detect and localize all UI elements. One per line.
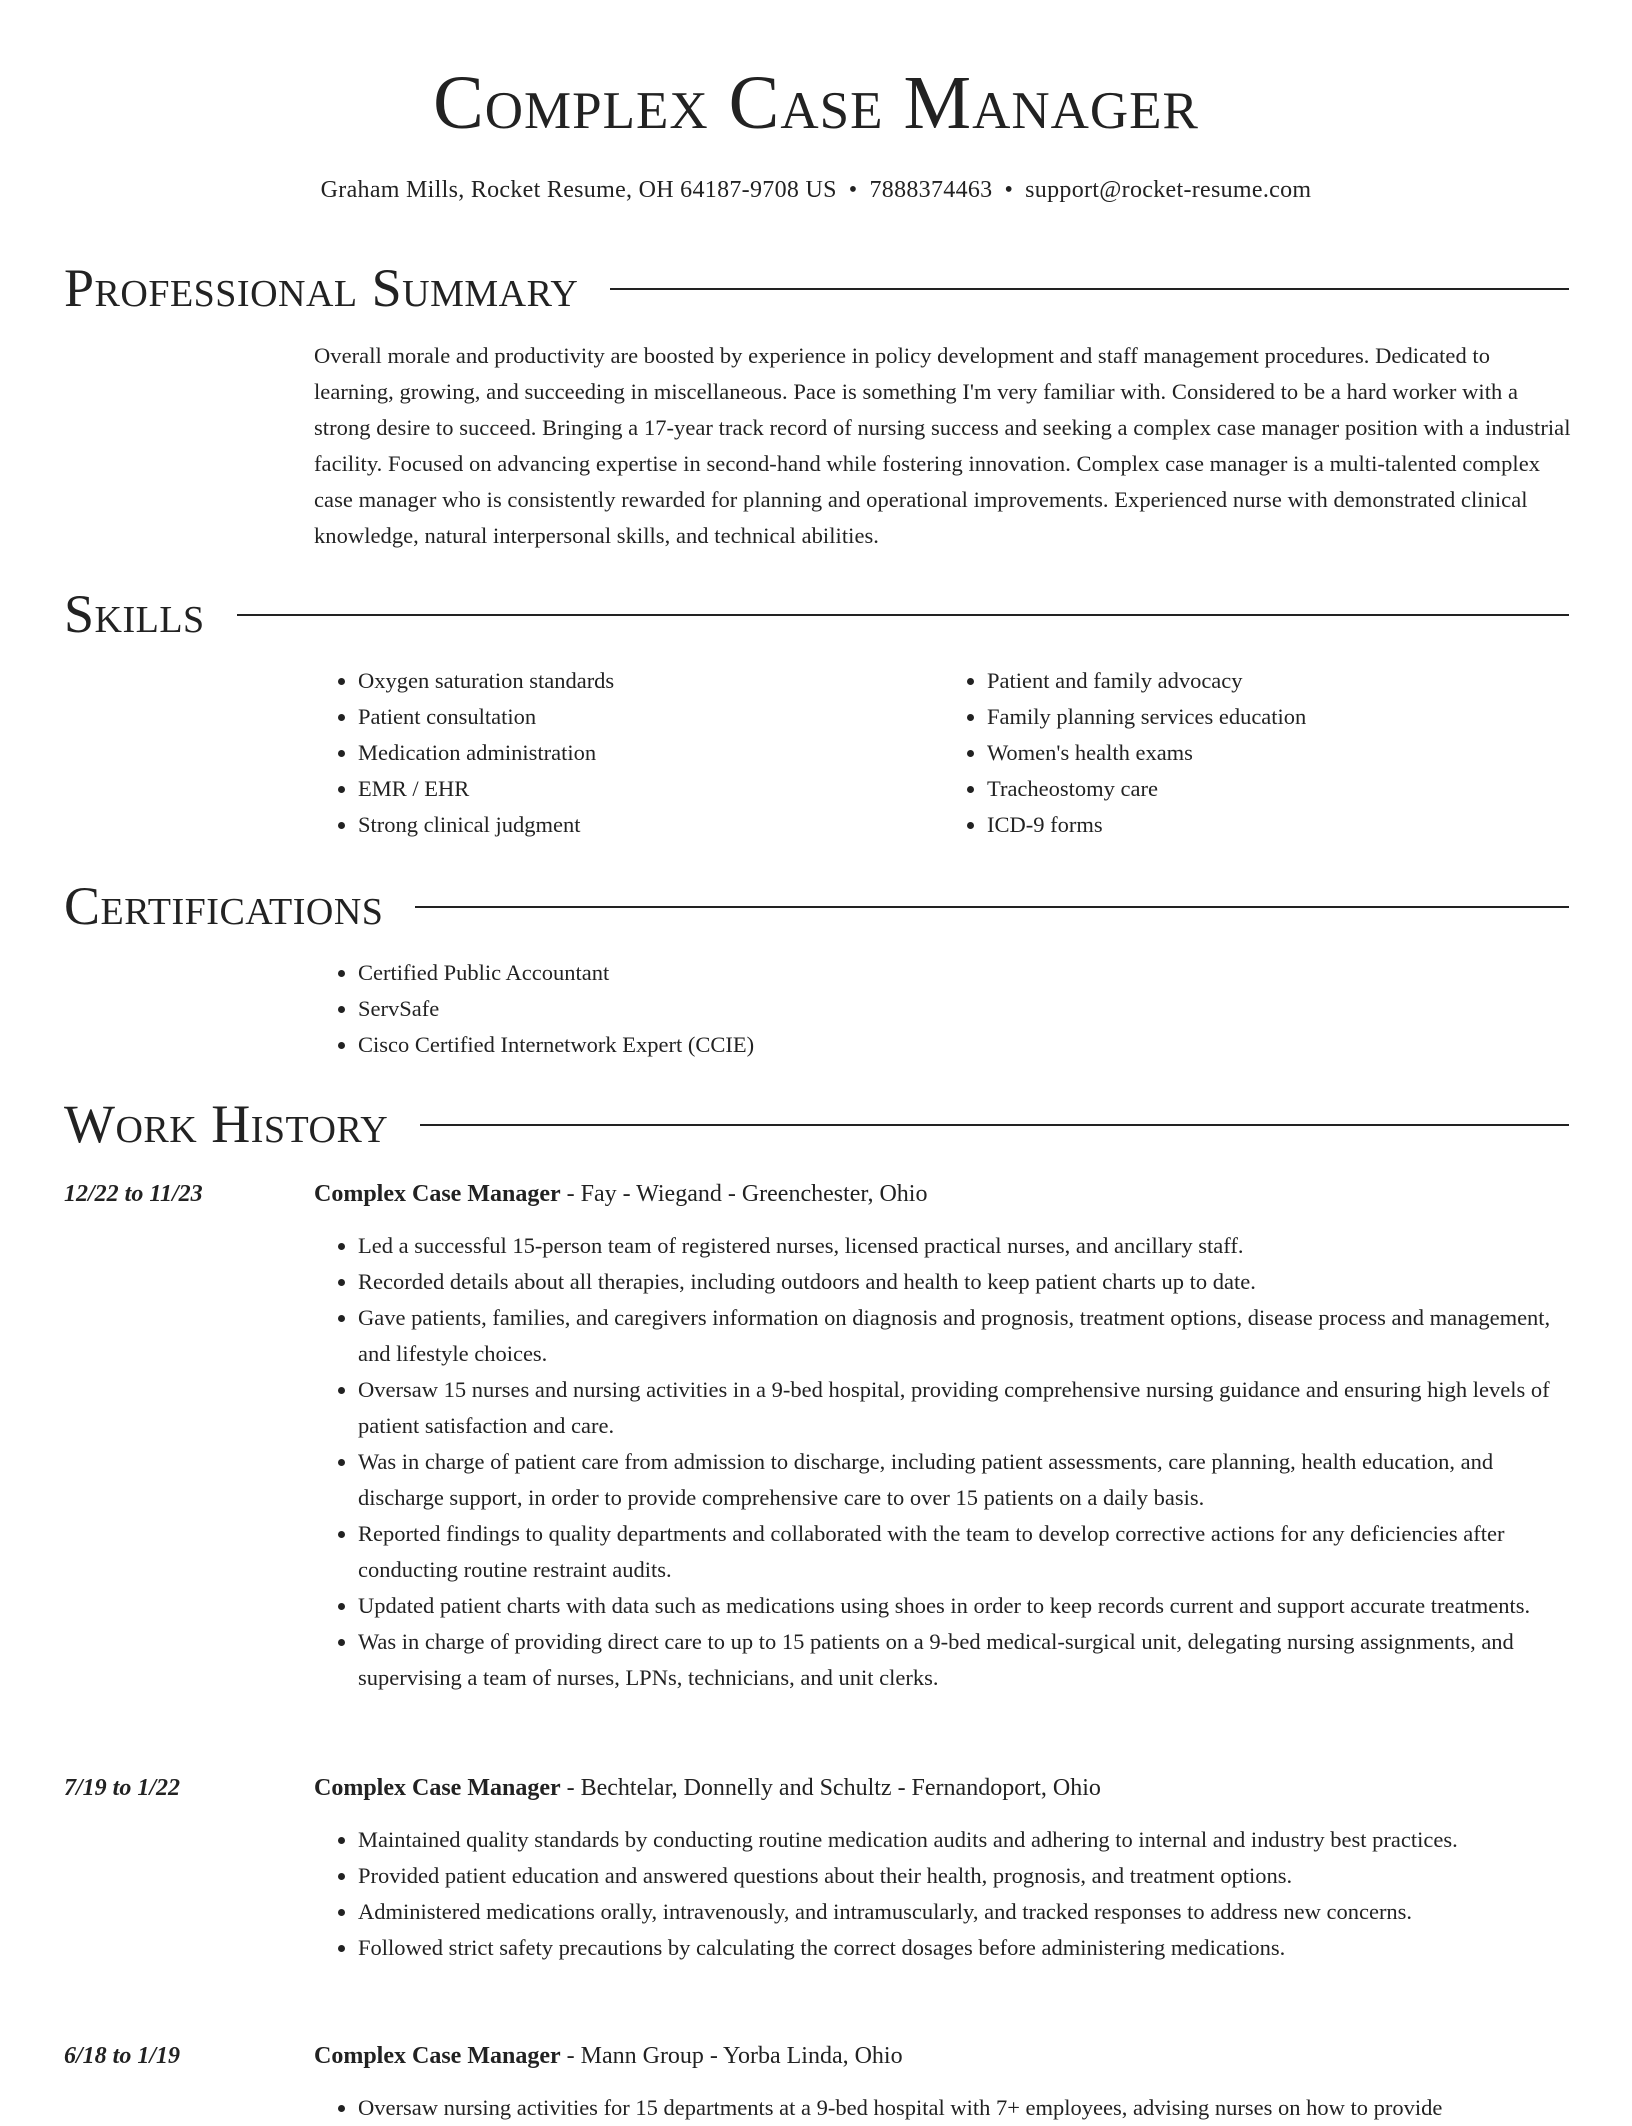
skill-item: • ICD-9 forms [987, 807, 1572, 843]
certifications-block [314, 955, 1572, 1063]
job-bullet: • Oversaw 15 nurses and nursing activities in a 9-bed hospital, providing comprehensive nursing guidance and ensuring high levels of patient satisfaction and care. [358, 1372, 1572, 1444]
job-title: Complex Case Manager [314, 2043, 561, 2069]
skill-item: • Oxygen saturation standards [358, 663, 943, 699]
summary-section-header [64, 256, 1569, 320]
contact-phone: 7888374463 [869, 177, 993, 203]
job-title: Complex Case Manager [314, 1775, 561, 1801]
skill-item: • Women's health exams [987, 735, 1572, 771]
job-title-line [314, 1176, 1572, 1212]
job-company: - Bechtelar, Donnelly and Schultz - Fernandoport, Ohio [560, 1775, 1101, 1801]
contact-separator: • [1004, 177, 1014, 203]
skill-item: • Patient and family advocacy [987, 663, 1572, 699]
job-bullet: • Led a successful 15-person team of registered nurses, licensed practical nurses, and ancillary staff. [358, 1228, 1572, 1264]
summary-heading: Professional Summary [64, 258, 579, 318]
job-bullet: • Recorded details about all therapies, including outdoors and health to keep patient charts up to date. [358, 1264, 1572, 1300]
certification-item: • Certified Public Accountant [358, 955, 1572, 991]
job-dates: 12/22 to 11/23 [64, 1181, 203, 1207]
job-title: Complex Case Manager [314, 1181, 561, 1207]
certification-item: • Cisco Certified Internetwork Expert (CCIE) [358, 1027, 1572, 1063]
job-bullet: • Was in charge of providing direct care to up to 15 patients on a 9-bed medical-surgical unit, delegating nursing assignments, and supervising a team of nurses, LPNs, technicians, and unit clerks. [358, 1624, 1572, 1696]
work-history-heading: Work History [64, 1094, 389, 1154]
job-company: - Mann Group - Yorba Linda, Ohio [560, 2043, 903, 2069]
contact-separator: • [848, 177, 858, 203]
job-bullet: • Followed strict safety precautions by calculating the correct dosages before administering medications. [358, 1930, 1572, 1966]
job-body [314, 2038, 1572, 2126]
job-bullet: • Administered medications orally, intravenously, and intramuscularly, and tracked responses to address new concerns. [358, 1894, 1572, 1930]
job-bullet: • Oversaw nursing activities for 15 departments at a 9-bed hospital with 7+ employees, advising nurses on how to provide [358, 2090, 1572, 2126]
skills-list-right [943, 663, 1572, 843]
skill-item: • Family planning services education [987, 699, 1572, 735]
certifications-list [314, 955, 1572, 1063]
job-body [314, 1176, 1572, 1696]
skill-item: • Tracheostomy care [987, 771, 1572, 807]
job-bullets [314, 2090, 1572, 2126]
contact-line [0, 172, 1632, 208]
skills-section-header [64, 582, 1569, 646]
summary-block [314, 338, 1572, 554]
job-bullet: • Updated patient charts with data such as medications using shoes in order to keep records current and support accurate treatments. [358, 1588, 1572, 1624]
job-bullet: • Maintained quality standards by conducting routine medication audits and adhering to internal and industry best practices. [358, 1822, 1572, 1858]
job-company: - Fay - Wiegand - Greenchester, Ohio [560, 1181, 928, 1207]
skill-item: • Patient consultation [358, 699, 943, 735]
section-divider [610, 288, 1569, 290]
skills-list-left [314, 663, 943, 843]
job-bullets [314, 1228, 1572, 1696]
certifications-section-header [64, 874, 1569, 938]
contact-email: support@rocket-resume.com [1025, 177, 1312, 203]
skills-grid [314, 663, 1572, 843]
section-divider [237, 614, 1569, 616]
job-dates: 6/18 to 1/19 [64, 2043, 181, 2069]
job-dates: 7/19 to 1/22 [64, 1775, 181, 1801]
skills-block [314, 663, 1572, 843]
skill-item: • EMR / EHR [358, 771, 943, 807]
work-history-section-header [64, 1092, 1569, 1156]
certifications-heading: Certifications [64, 876, 384, 936]
job-bullet: • Provided patient education and answered questions about their health, prognosis, and treatment options. [358, 1858, 1572, 1894]
skills-heading: Skills [64, 584, 205, 644]
certification-item: • ServSafe [358, 991, 1572, 1027]
section-divider [415, 906, 1569, 908]
section-divider [420, 1124, 1569, 1126]
summary-text: Overall morale and productivity are boosted by experience in policy development and staff management procedures. Dedicated to learning, growing, and succeeding in miscellaneous. Pace is something I'm very familiar with. Considered to be a hard worker with a strong desire to succeed. Bringing a 17-year track record of nursing success and seeking a complex case manager position with a industrial facility. Focused on advancing expertise in second-hand while fostering innovation. Complex case manager is a multi-talented complex case manager who is consistently rewarded for planning and operational improvements. Experienced nurse with demonstrated clinical knowledge, natural interpersonal skills, and technical abilities. [314, 343, 1571, 548]
job-bullet: • Gave patients, families, and caregivers information on diagnosis and prognosis, treatment options, disease process and management, and lifestyle choices. [358, 1300, 1572, 1372]
skill-item: • Strong clinical judgment [358, 807, 943, 843]
resume-title: Complex Case Manager [433, 61, 1199, 145]
skill-item: • Medication administration [358, 735, 943, 771]
job-bullet: • Was in charge of patient care from admission to discharge, including patient assessments, care planning, health education, and discharge support, in order to provide comprehensive care to over 15 patients on a daily basis. [358, 1444, 1572, 1516]
contact-address: Graham Mills, Rocket Resume, OH 64187-9708 US [320, 177, 837, 203]
job-title-line [314, 2038, 1572, 2074]
job-title-line [314, 1770, 1572, 1806]
job-bullets [314, 1822, 1572, 1966]
job-body [314, 1770, 1572, 1966]
job-bullet: • Reported findings to quality departments and collaborated with the team to develop corrective actions for any deficiencies after conducting routine restraint audits. [358, 1516, 1572, 1588]
